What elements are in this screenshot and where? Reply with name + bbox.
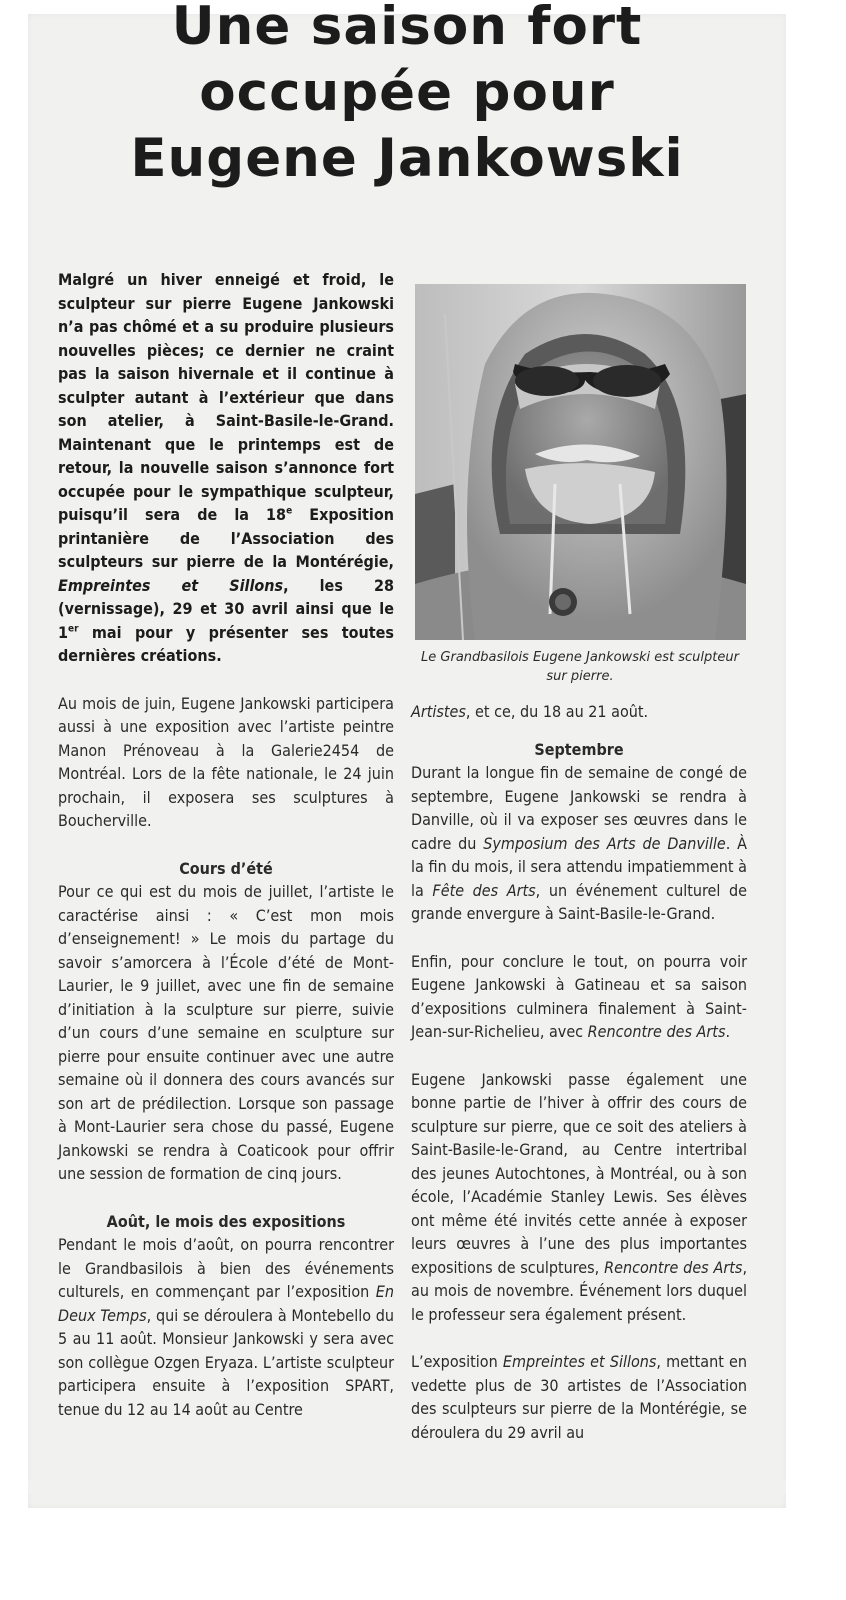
- hiver-text-b: , au mois de novembre. Événement lors duquel le professeur sera également présent.: [411, 1257, 748, 1324]
- lead-text-c: , les 28 (vernissage), 29 et 30 avril ainsi que le 1: [58, 575, 394, 642]
- continued-text: [411, 700, 747, 724]
- headline-line-1: Une saison fort: [171, 0, 643, 57]
- scan-bottom-edge: [28, 1480, 786, 1494]
- aout-text-a: Pendant le mois d’août, on pourra rencontrer le Grandbasilois à bien des événements culturels, en commençant par l’exposition: [58, 1235, 394, 1301]
- photo-caption: [411, 648, 749, 686]
- lead-superscript-2: er: [68, 623, 79, 635]
- headline-line-2: occupée pour: [199, 62, 615, 123]
- subheading-aout: Août, le mois des expositions: [106, 1211, 346, 1231]
- lead-exhibition-title: Empreintes et Sillons: [58, 575, 284, 595]
- sept-fete-title: Fête des Arts: [432, 880, 536, 900]
- caption-line-2: sur pierre.: [546, 669, 614, 684]
- headline-line-3: Eugene Jankowski: [130, 128, 684, 189]
- enfin-text-a: Enfin, pour conclure le tout, on pourra voir Eugene Jankowski à Gatineau et sa saison d’expositions culminera finalement à Saint-Jean-sur-Richelieu, avec: [411, 951, 747, 1041]
- aout-text-b: , qui se déroulera à Montebello du 5 au 11 août. Monsieur Jankowski y sera avec son collègue Ozgen Eryaza. L’artiste sculpteur participera ensuite à l’exposition SPART, tenue du 12 au 14 août au Centre: [58, 1305, 394, 1419]
- paragraph-exposition: [411, 1350, 747, 1444]
- continued-rest: , et ce, du 18 au 21 août.: [465, 702, 649, 721]
- paragraph-hiver: [411, 1068, 747, 1327]
- expo-empreintes-title: Empreintes et Sillons: [502, 1352, 657, 1371]
- article-headline: [28, 0, 786, 192]
- lead-text-a: Malgré un hiver enneigé et froid, le sculpteur sur pierre Eugene Jankowski n’a pas chômé et a su produire plusieurs nouvelles pièces; ce dernier ne craint pas la saison hivernale et il continue à sculpter autant à l’extérieur que dans son atelier, à Saint-Basile-le-Grand. Maintenant que le printemps est de retour, la nouvelle saison s’annonce fort occupée pour le sympathique sculpteur, puisqu’il sera de la 18: [58, 270, 394, 524]
- enfin-text-b: .: [725, 1022, 731, 1041]
- paragraph-enfin: [411, 950, 747, 1044]
- sept-symposium-title: Symposium des Arts de Danville: [483, 833, 726, 853]
- paragraph-septembre: [411, 761, 747, 926]
- left-column: [58, 268, 394, 1421]
- enfin-rencontre-title: Rencontre des Arts: [587, 1022, 726, 1041]
- expo-text-a: L’exposition: [411, 1352, 503, 1371]
- lead-paragraph: [58, 268, 394, 668]
- hiver-rencontre-title: Rencontre des Arts: [604, 1257, 743, 1277]
- paragraph-cours-ete: Pour ce qui est du mois de juillet, l’artiste le caractérise ainsi : « C’est mon mois d’enseignement! » Le mois du partage du savoir s’amorcera à l’École d’été de Mont-Laurier, le 9 juillet, avec une fin de semaine d’initiation à la sculpture sur pierre, suivie d’un cours d’une semaine en sculpture sur pierre pour ensuite continuer avec une autre semaine où il donnera des cours avancés sur son art de prédilection. Lorsque son passage à Mont-Laurier sera chose du passé, Eugene Jankowski se rendra à Coaticook pour offrir une session de formation de cinq jours.: [58, 882, 394, 1183]
- subheading-septembre: Septembre: [534, 739, 624, 759]
- subheading-cours-ete: Cours d’été: [179, 858, 273, 878]
- sept-text-c: , un événement culturel de grande envergure à Saint-Basile-le-Grand.: [411, 880, 747, 923]
- expo-text-b: , mettant en vedette plus de 30 artistes de l’Association des sculpteurs sur pierre de la Montérégie, se déroulera du 29 avril au: [411, 1352, 747, 1442]
- hiver-text-a: Eugene Jankowski passe également une bonne partie de l’hiver à offrir des cours de sculpture sur pierre, que ce soit des ateliers à Saint-Basile-le-Grand, au Centre intertribal des jeunes Autochtones, à Montréal, ou à son école, l’Académie Stanley Lewis. Ses élèves ont même été invités cette année à exposer leurs œuvres à l’une des plus importantes expositions de sculptures,: [411, 1069, 747, 1277]
- lead-text-d: mai pour y présenter ses toutes dernières créations.: [58, 622, 394, 665]
- sept-text-b: . À la fin du mois, il sera attendu impatiemment à la: [411, 833, 748, 900]
- continued-em: Artistes: [411, 702, 466, 721]
- paragraph-juin: Au mois de juin, Eugene Jankowski participera aussi à une exposition avec l’artiste peintre Manon Prénoveau à la Galerie2454 de Montréal. Lors de la fête nationale, le 24 juin prochain, il exposera ses sculptures à Boucherville.: [58, 693, 394, 830]
- lead-superscript-1: e: [286, 505, 293, 517]
- lead-text-b: Exposition printanière de l’Association des sculpteurs sur pierre de la Montérégie,: [58, 505, 394, 571]
- caption-line-1: Le Grandbasilois Eugene Jankowski est sculpteur: [421, 650, 739, 665]
- aout-exhibition-title: En Deux Temps: [58, 1282, 394, 1325]
- sculptor-photo: [415, 284, 746, 640]
- right-column: [411, 700, 747, 1444]
- paragraph-aout: [58, 1233, 394, 1421]
- sept-text-a: Durant la longue fin de semaine de congé de septembre, Eugene Jankowski se rendra à Danville, où il va exposer ses œuvres dans le cadre du: [411, 763, 747, 853]
